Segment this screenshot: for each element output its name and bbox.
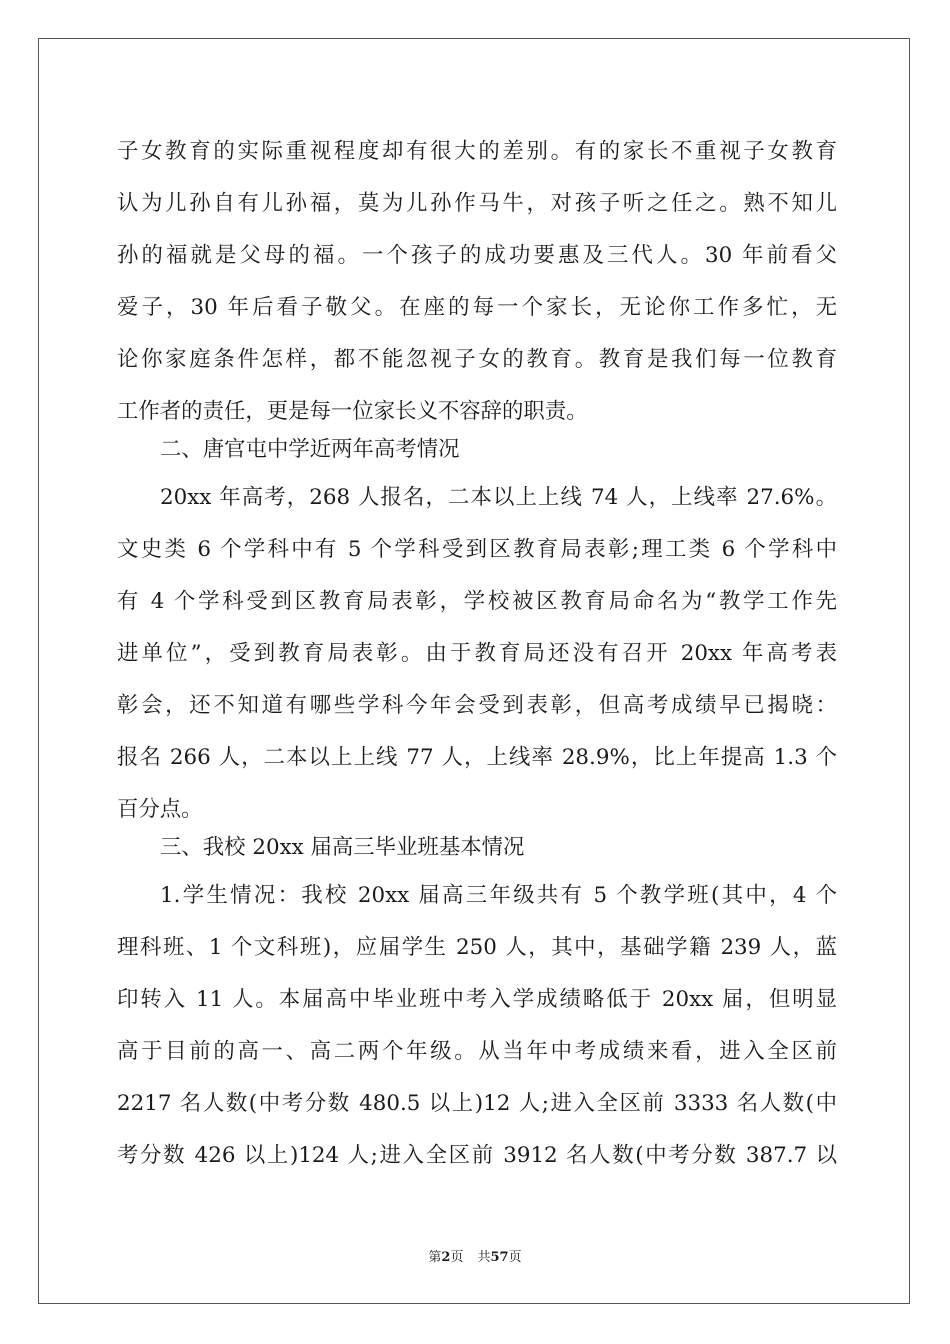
total-pages: 57: [490, 1250, 509, 1265]
section-heading: 二、唐官屯中学近两年高考情况: [160, 437, 460, 462]
body-text-line: 进单位”，受到教育局表彰。由于教育局还没有召开 20xx 年高考表: [117, 641, 837, 666]
body-text-line: 有 4 个学科受到区教育局表彰，学校被区教育局命名为“教学工作先: [117, 589, 837, 614]
page-footer: [0, 1246, 950, 1265]
body-text-line: 彰会，还不知道有哪些学科今年会受到表彰，但高考成绩早已揭晓：: [117, 693, 837, 718]
body-text-line: 2217 名人数(中考分数 480.5 以上)12 人;进入全区前 3333 名人数(中: [117, 1091, 837, 1116]
body-text-line: 高于目前的高一、高二两个年级。从当年中考成绩来看，进入全区前: [117, 1039, 837, 1064]
body-text-line: 考分数 426 以上)124 人;进入全区前 3912 名人数(中考分数 387.7 以: [117, 1143, 837, 1168]
body-text-line: 论你家庭条件怎样，都不能忽视子女的教育。教育是我们每一位教育: [117, 347, 837, 372]
body-text-line: 认为儿孙自有儿孙福，莫为儿孙作马牛，对孩子听之任之。熟不知儿: [117, 191, 837, 216]
page-number: 2: [441, 1250, 451, 1265]
body-text-line: 工作者的责任，更是每一位家长义不容辞的职责。: [117, 399, 588, 424]
body-text-line: 孙的福就是父母的福。一个孩子的成功要惠及三代人。30 年前看父: [117, 243, 837, 268]
total-prefix: 共: [477, 1250, 491, 1265]
total-suffix: 页: [508, 1250, 522, 1265]
body-text-line: 百分点。: [117, 797, 203, 822]
section-heading: 三、我校 20xx 届高三毕业班基本情况: [160, 835, 525, 860]
body-text-line: 印转入 11 人。本届高中毕业班中考入学成绩略低于 20xx 届，但明显: [117, 987, 837, 1012]
body-text-line: 1.学生情况：我校 20xx 届高三年级共有 5 个教学班(其中，4 个: [160, 883, 837, 908]
page-suffix: 页: [450, 1250, 464, 1265]
body-text-line: 子女教育的实际重视程度却有很大的差别。有的家长不重视子女教育: [117, 139, 837, 164]
body-text-line: 爱子，30 年后看子敬父。在座的每一个家长，无论你工作多忙，无: [117, 295, 837, 320]
body-text-line: 文史类 6 个学科中有 5 个学科受到区教育局表彰;理工类 6 个学科中: [117, 537, 837, 562]
body-text-line: 理科班、1 个文科班)，应届学生 250 人，其中，基础学籍 239 人，蓝: [117, 935, 837, 960]
page-prefix: 第: [428, 1250, 442, 1265]
body-text-line: 20xx 年高考，268 人报名，二本以上上线 74 人，上线率 27.6%。: [160, 485, 837, 510]
body-text-line: 报名 266 人，二本以上上线 77 人，上线率 28.9%，比上年提高 1.3 个: [117, 745, 837, 770]
